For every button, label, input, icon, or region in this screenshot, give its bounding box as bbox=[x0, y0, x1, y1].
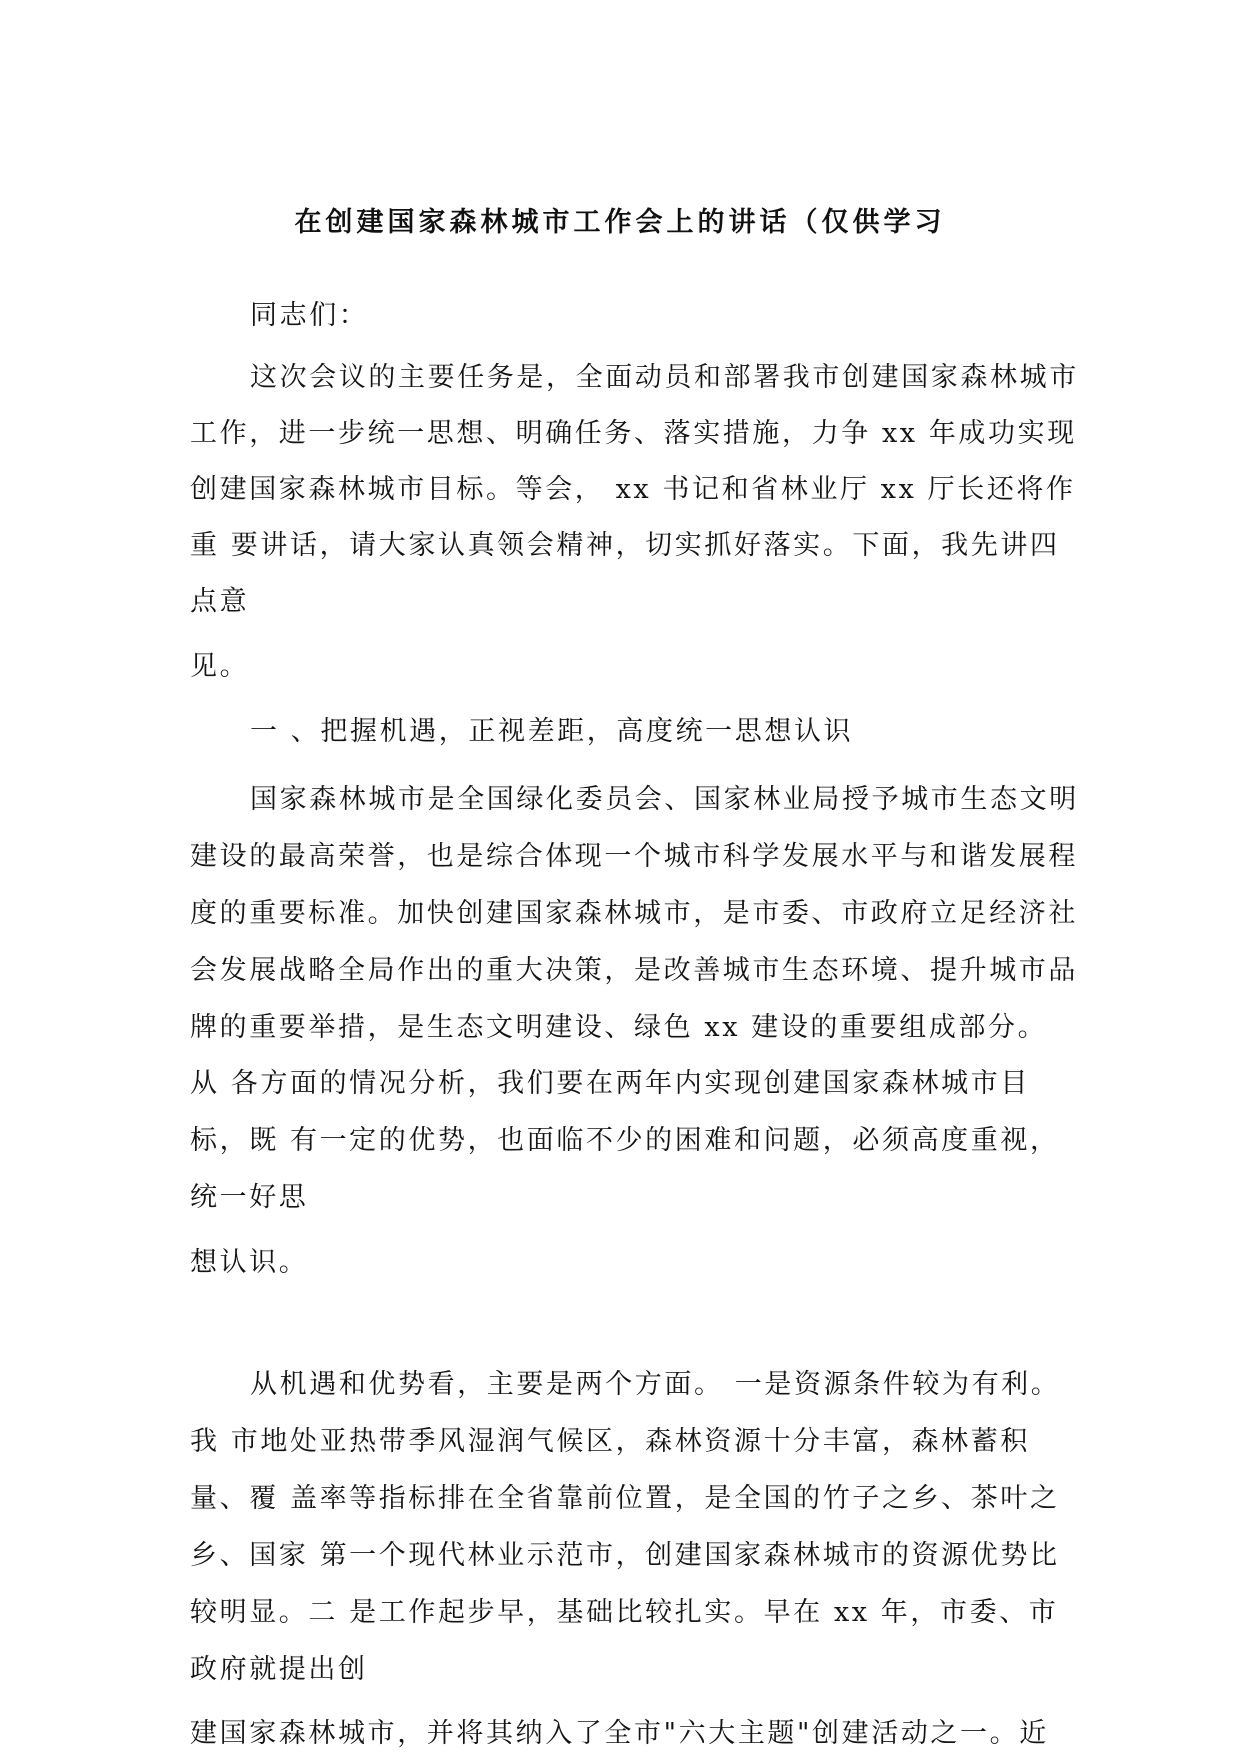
paragraph-line: 牌的重要举措，是生态文明建设、绿色 xx 建设的重要组成部分。 bbox=[190, 1012, 1048, 1043]
paragraph-line: 这次会议的主要任务是，全面动员和部署我市创建国家森林城市 bbox=[250, 362, 1079, 393]
paragraph-line: 统一好思 bbox=[190, 1182, 309, 1213]
paragraph-line: 乡、国家 第一个现代林业示范市，创建国家森林城市的资源优势比 bbox=[190, 1540, 1060, 1571]
salutation: 同志们： bbox=[250, 300, 369, 331]
section-heading: 一 、把握机遇，正视差距，高度统一思想认识 bbox=[250, 716, 854, 747]
paragraph-line: 建设的最高荣誉，也是综合体现一个城市科学发展水平与和谐发展程 bbox=[190, 841, 1078, 872]
paragraph-line: 政府就提出创 bbox=[190, 1654, 368, 1685]
paragraph-line: 工作，进一步统一思想、明确任务、落实措施，力争 xx 年成功实现 bbox=[190, 418, 1077, 449]
paragraph-line: 从 各方面的情况分析，我们要在两年内实现创建国家森林城市目 bbox=[190, 1068, 1030, 1099]
paragraph-line: 标，既 有一定的优势，也面临不少的困难和问题，必须高度重视， bbox=[190, 1125, 1060, 1156]
paragraph-line: 会发展战略全局作出的重大决策，是改善城市生态环境、提升城市品 bbox=[190, 955, 1078, 986]
paragraph-line: 创建国家森林城市目标。等会， xx 书记和省林业厅 xx 厅长还将作 bbox=[190, 474, 1076, 505]
document-title: 在创建国家森林城市工作会上的讲话（仅供学习 bbox=[294, 207, 946, 238]
paragraph-line: 建国家森林城市，并将其纳入了全市"六大主题"创建活动之一。近 bbox=[190, 1718, 1049, 1749]
paragraph-line: 重 要讲话，请大家认真领会精神，切实抓好落实。下面，我先讲四 bbox=[190, 530, 1060, 561]
paragraph-line: 从机遇和优势看，主要是两个方面。 一是资源条件较为有利。 bbox=[250, 1369, 1061, 1400]
paragraph-line: 我 市地处亚热带季风湿润气候区，森林资源十分丰富，森林蓄积 bbox=[190, 1426, 1030, 1457]
paragraph-line: 想认识。 bbox=[190, 1247, 309, 1278]
paragraph-line: 点意 bbox=[190, 586, 250, 617]
paragraph-line: 量、覆 盖率等指标排在全省靠前位置，是全国的竹子之乡、茶叶之 bbox=[190, 1483, 1060, 1514]
paragraph-line: 较明显。二 是工作起步早，基础比较扎实。早在 xx 年，市委、市 bbox=[190, 1597, 1059, 1628]
paragraph-line: 国家森林城市是全国绿化委员会、国家林业局授予城市生态文明 bbox=[250, 784, 1079, 815]
paragraph-line: 度的重要标准。加快创建国家森林城市，是市委、市政府立足经济社 bbox=[190, 898, 1078, 929]
paragraph-line: 见。 bbox=[190, 651, 250, 682]
